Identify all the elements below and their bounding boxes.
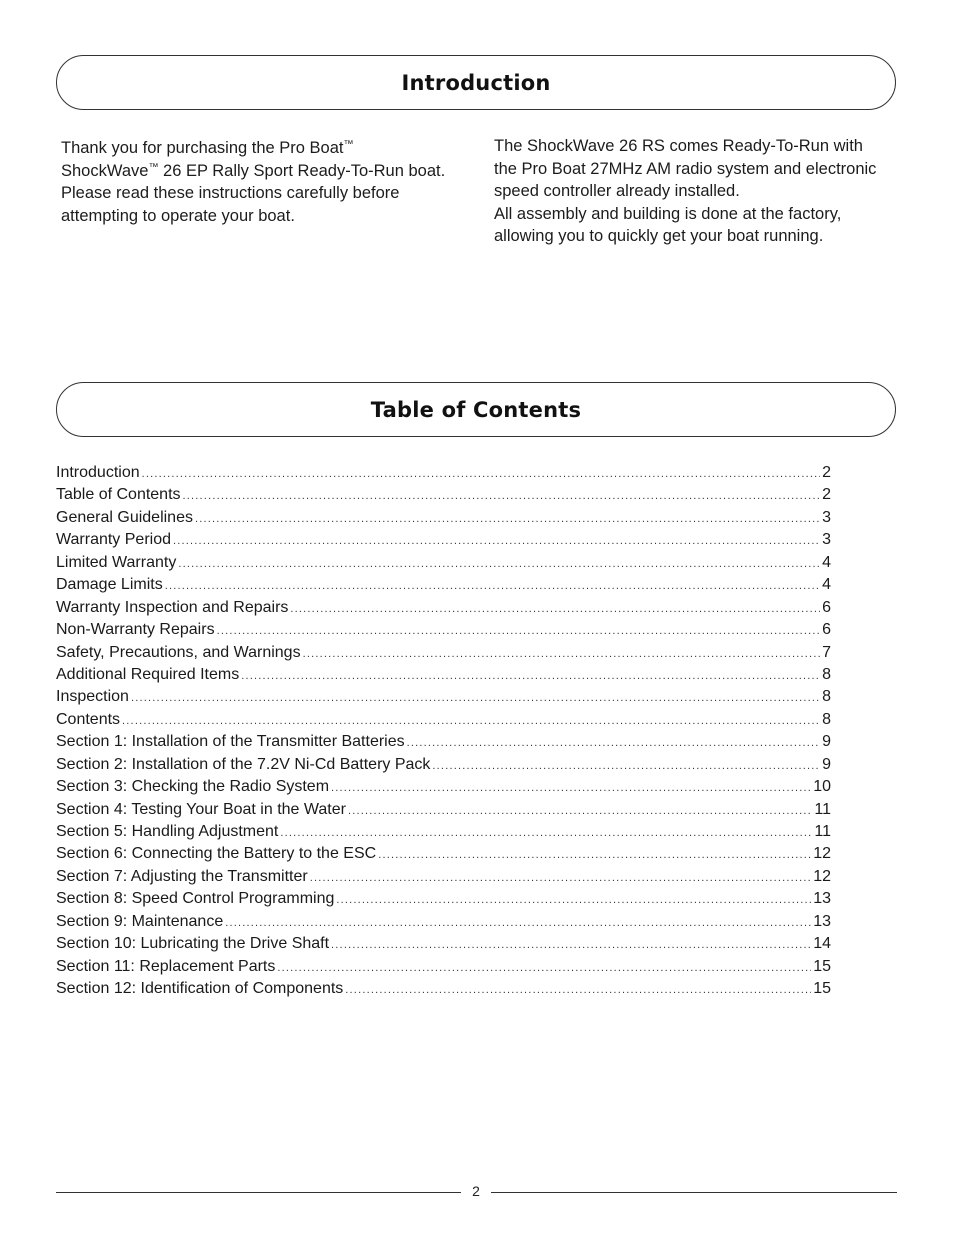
toc-entry-page: 8 bbox=[822, 665, 831, 683]
intro-right-column bbox=[494, 135, 879, 248]
toc-dot-leader bbox=[142, 463, 820, 484]
intro-left-column bbox=[61, 137, 466, 227]
toc-dot-leader bbox=[165, 575, 820, 596]
toc-entry-page: 15 bbox=[813, 980, 831, 998]
toc-entry[interactable] bbox=[56, 507, 831, 529]
toc-entry[interactable] bbox=[56, 956, 831, 978]
toc-dot-leader bbox=[310, 867, 812, 888]
toc-entry-label: Section 10: Lubricating the Drive Shaft bbox=[56, 935, 330, 953]
toc-entry-label: Section 11: Replacement Parts bbox=[56, 957, 276, 975]
toc-entry[interactable] bbox=[56, 933, 831, 955]
toc-heading: Table of Contents bbox=[370, 397, 582, 422]
toc-dot-leader bbox=[122, 710, 820, 731]
toc-entry-label: Section 2: Installation of the 7.2V Ni-Cd Battery Pack bbox=[56, 755, 431, 773]
toc-entry-label: Table of Contents bbox=[56, 486, 181, 504]
toc-dot-leader bbox=[331, 934, 811, 955]
toc-entry-page: 4 bbox=[822, 576, 831, 594]
toc-entry-label: Section 3: Checking the Radio System bbox=[56, 778, 330, 796]
intro-text-part: ShockWave bbox=[61, 161, 149, 180]
toc-entry-page: 7 bbox=[822, 643, 831, 661]
toc-dot-leader bbox=[345, 979, 811, 1000]
toc-entry[interactable] bbox=[56, 484, 831, 506]
toc-dot-leader bbox=[195, 508, 820, 529]
toc-list bbox=[56, 462, 831, 1001]
toc-entry-page: 6 bbox=[822, 621, 831, 639]
toc-entry-label: Section 12: Identification of Components bbox=[56, 980, 344, 998]
toc-entry[interactable] bbox=[56, 686, 831, 708]
toc-entry-label: Inspection bbox=[56, 688, 129, 706]
toc-entry[interactable] bbox=[56, 664, 831, 686]
toc-entry-label: Non-Warranty Repairs bbox=[56, 621, 215, 639]
toc-entry-page: 12 bbox=[813, 867, 831, 885]
toc-entry-label: Section 7: Adjusting the Transmitter bbox=[56, 867, 308, 885]
toc-entry-label: Limited Warranty bbox=[56, 553, 177, 571]
footer-rule-left bbox=[56, 1192, 461, 1193]
toc-entry[interactable] bbox=[56, 574, 831, 596]
toc-entry-label: Section 9: Maintenance bbox=[56, 912, 224, 930]
intro-right-paragraph-1: The ShockWave 26 RS comes Ready-To-Run with the Pro Boat 27MHz AM radio system and electronic speed controller already installed. bbox=[494, 137, 877, 200]
toc-dot-leader bbox=[131, 687, 820, 708]
toc-entry-page: 9 bbox=[822, 733, 831, 751]
toc-entry[interactable] bbox=[56, 843, 831, 865]
intro-text-part: 26 EP Rally Sport Ready-To-Run boat. Please read these instructions carefully before attempting to operate your boat. bbox=[61, 161, 446, 225]
toc-dot-leader bbox=[183, 485, 821, 506]
page-number: 2 bbox=[472, 1183, 480, 1199]
toc-entry[interactable] bbox=[56, 619, 831, 641]
toc-entry[interactable] bbox=[56, 866, 831, 888]
toc-entry-page: 8 bbox=[822, 688, 831, 706]
toc-dot-leader bbox=[173, 530, 820, 551]
toc-entry-page: 3 bbox=[822, 531, 831, 549]
toc-dot-leader bbox=[178, 553, 820, 574]
toc-entry-page: 4 bbox=[822, 553, 831, 571]
toc-banner bbox=[56, 382, 896, 437]
intro-text-part: Thank you for purchasing the Pro Boat bbox=[61, 139, 344, 157]
toc-entry-page: 6 bbox=[822, 598, 831, 616]
toc-entry-label: Additional Required Items bbox=[56, 665, 240, 683]
toc-entry-label: Contents bbox=[56, 710, 121, 728]
toc-entry-label: Introduction bbox=[56, 464, 140, 481]
toc-dot-leader bbox=[331, 777, 811, 798]
toc-dot-leader bbox=[336, 889, 811, 910]
toc-entry-label: Damage Limits bbox=[56, 576, 163, 594]
toc-entry[interactable] bbox=[56, 709, 831, 731]
intro-right-paragraph-2: All assembly and building is done at the factory, allowing you to quickly get your boat running. bbox=[494, 204, 842, 245]
toc-dot-leader bbox=[348, 800, 812, 821]
toc-dot-leader bbox=[280, 822, 812, 843]
introduction-heading: Introduction bbox=[401, 70, 551, 95]
toc-entry-label: Warranty Inspection and Repairs bbox=[56, 598, 289, 616]
toc-entry-label: Section 6: Connecting the Battery to the ESC bbox=[56, 845, 377, 863]
toc-entry-page: 13 bbox=[813, 890, 831, 908]
toc-entry[interactable] bbox=[56, 911, 831, 933]
introduction-banner bbox=[56, 55, 896, 110]
toc-entry-label: General Guidelines bbox=[56, 508, 193, 526]
toc-entry-page: 12 bbox=[813, 845, 831, 863]
toc-dot-leader bbox=[277, 957, 811, 978]
toc-entry-label: Safety, Precautions, and Warnings bbox=[56, 643, 301, 661]
toc-entry-page: 15 bbox=[813, 957, 831, 975]
footer-rule-right bbox=[491, 1192, 897, 1193]
trademark-mark: ™ bbox=[343, 139, 354, 150]
toc-entry[interactable] bbox=[56, 642, 831, 664]
toc-entry-label: Section 8: Speed Control Programming bbox=[56, 890, 335, 908]
toc-entry-page: 8 bbox=[822, 710, 831, 728]
trademark-mark: ™ bbox=[148, 161, 159, 173]
toc-entry[interactable] bbox=[56, 597, 831, 619]
toc-dot-leader bbox=[407, 732, 820, 753]
toc-dot-leader bbox=[303, 643, 821, 664]
toc-entry[interactable] bbox=[56, 799, 831, 821]
toc-entry[interactable] bbox=[56, 529, 831, 551]
toc-dot-leader bbox=[241, 665, 820, 686]
toc-entry[interactable] bbox=[56, 462, 831, 484]
toc-dot-leader bbox=[290, 598, 820, 619]
toc-entry[interactable] bbox=[56, 754, 831, 776]
toc-entry[interactable] bbox=[56, 776, 831, 798]
toc-entry-page: 10 bbox=[813, 778, 831, 796]
toc-entry-label: Section 5: Handling Adjustment bbox=[56, 823, 279, 840]
toc-entry-label: Warranty Period bbox=[56, 531, 171, 549]
toc-dot-leader bbox=[432, 755, 820, 776]
intro-left-paragraph bbox=[61, 137, 466, 227]
toc-entry-page: 2 bbox=[822, 486, 831, 504]
toc-entry-page: 2 bbox=[822, 464, 831, 481]
toc-entry-label: Section 1: Installation of the Transmitter Batteries bbox=[56, 733, 405, 751]
toc-entry-page: 11 bbox=[814, 800, 831, 818]
toc-entry-page: 9 bbox=[822, 755, 831, 773]
toc-entry[interactable] bbox=[56, 821, 831, 843]
toc-dot-leader bbox=[217, 620, 821, 641]
toc-entry[interactable] bbox=[56, 731, 831, 753]
toc-entry-page: 14 bbox=[813, 935, 831, 953]
toc-entry-label: Section 4: Testing Your Boat in the Water bbox=[56, 800, 346, 818]
toc-entry-page: 3 bbox=[822, 508, 831, 526]
toc-entry-page: 13 bbox=[813, 912, 831, 930]
toc-entry[interactable] bbox=[56, 978, 831, 1000]
toc-entry-page: 11 bbox=[814, 823, 831, 840]
toc-dot-leader bbox=[225, 912, 811, 933]
toc-dot-leader bbox=[378, 844, 811, 865]
toc-entry[interactable] bbox=[56, 888, 831, 910]
toc-entry[interactable] bbox=[56, 552, 831, 574]
